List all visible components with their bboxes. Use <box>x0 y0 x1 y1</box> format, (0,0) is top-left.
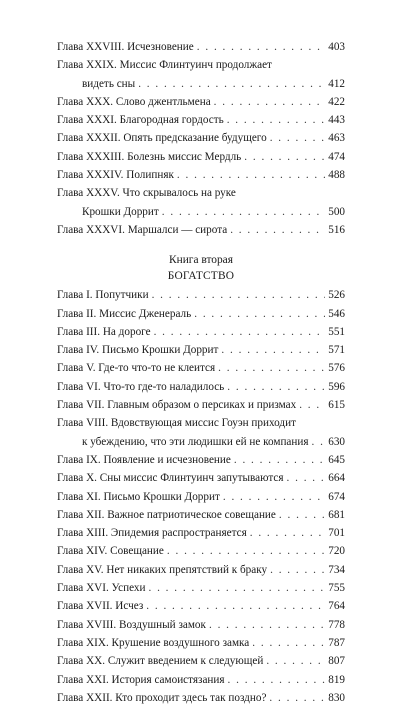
toc-entry <box>57 597 345 615</box>
toc-entry-line <box>57 396 345 414</box>
dot-leader <box>197 38 325 56</box>
page-number: 755 <box>328 582 345 595</box>
toc-entry <box>57 184 345 221</box>
page-number: 674 <box>328 490 345 503</box>
chapter-title: Глава XVII. Исчез <box>57 600 144 613</box>
page-number: 701 <box>328 527 345 540</box>
dot-leader <box>228 671 326 689</box>
chapter-title: Глава I. Попутчики <box>57 289 149 302</box>
page-number: 474 <box>328 150 345 163</box>
chapter-title: Глава III. На дороге <box>57 325 151 338</box>
page-number: 681 <box>328 508 345 521</box>
toc-entry-line <box>57 93 345 111</box>
dot-leader <box>227 111 326 129</box>
toc-entry-line <box>57 221 345 239</box>
dot-leader <box>299 396 325 414</box>
toc-entry-line <box>57 597 345 615</box>
chapter-title: Глава V. Где-то что-то не клеится <box>57 362 216 375</box>
page-number: 463 <box>328 132 345 145</box>
toc-entry <box>57 56 345 93</box>
dot-leader <box>252 634 325 652</box>
page-number: 516 <box>328 223 345 236</box>
dot-leader <box>269 689 325 707</box>
toc-entry-line <box>57 506 345 524</box>
chapter-title: Глава IX. Появление и исчезновение <box>57 453 231 466</box>
toc-entry-line <box>57 414 345 432</box>
dot-leader <box>162 203 325 221</box>
toc-entry <box>57 148 345 166</box>
toc-entry-line <box>57 634 345 652</box>
toc-entry-line <box>57 579 345 597</box>
page-number: 571 <box>328 344 345 357</box>
dot-leader <box>270 129 326 147</box>
toc-entry <box>57 506 345 524</box>
chapter-title: Глава VII. Главным образом о персиках и призмах <box>57 399 297 412</box>
dot-leader <box>230 221 325 239</box>
chapter-title: Глава XXXIII. Болезнь миссис Мердль <box>57 150 242 163</box>
page-number: 488 <box>328 169 345 182</box>
toc-entry <box>57 323 345 341</box>
chapter-title: Глава XVI. Успехи <box>57 582 146 595</box>
toc-entry-continuation-line <box>57 203 345 221</box>
toc-entry-continuation-line <box>57 75 345 93</box>
toc-entry <box>57 396 345 414</box>
chapter-title: Крошки Доррит <box>82 205 159 218</box>
chapter-title: Глава XIX. Крушение воздушного замка <box>57 636 250 649</box>
toc-entry-line <box>57 129 345 147</box>
dot-leader <box>152 286 326 304</box>
dot-leader <box>148 579 325 597</box>
toc-entry-line <box>57 341 345 359</box>
page-number: 720 <box>328 545 345 558</box>
chapter-title: Глава XI. Письмо Крошки Доррит <box>57 490 220 503</box>
toc-entry-line <box>57 488 345 506</box>
page-number: 546 <box>328 307 345 320</box>
chapter-title: Глава XXXII. Опять предсказание будущего <box>57 132 267 145</box>
toc-entry-line <box>57 451 345 469</box>
page-number: 576 <box>328 362 345 375</box>
toc-entry-line <box>57 561 345 579</box>
toc-entry-line <box>57 616 345 634</box>
toc-entry-line <box>57 286 345 304</box>
toc-entry <box>57 634 345 652</box>
dot-leader <box>250 524 326 542</box>
table-of-contents <box>57 38 345 707</box>
toc-entry <box>57 341 345 359</box>
chapter-title: Глава XXXV. Что скрывалось на руке <box>57 187 236 200</box>
toc-entry <box>57 542 345 560</box>
book-label: Книга вторая <box>169 254 233 267</box>
page-number: 630 <box>328 435 345 448</box>
dot-leader <box>221 341 325 359</box>
chapter-title: Глава XV. Нет никаких препятствий к браку <box>57 563 268 576</box>
toc-entry-continuation-line <box>57 433 345 451</box>
toc-entry <box>57 561 345 579</box>
toc-entry-line <box>57 469 345 487</box>
toc-entry <box>57 451 345 469</box>
toc-entry <box>57 414 345 451</box>
chapter-title: видеть сны <box>82 77 136 90</box>
toc-entry <box>57 616 345 634</box>
toc-entry <box>57 524 345 542</box>
dot-leader <box>146 597 325 615</box>
chapter-title: Глава XXVIII. Исчезновение <box>57 41 194 53</box>
chapter-title: Глава II. Миссис Дженераль <box>57 307 192 320</box>
toc-entry <box>57 93 345 111</box>
dot-leader <box>167 542 325 560</box>
toc-entry <box>57 38 345 56</box>
toc-entry-line <box>57 166 345 184</box>
toc-entry-line <box>57 56 345 74</box>
chapter-title: Глава XXXI. Благородная гордость <box>57 114 224 127</box>
page-number: 412 <box>328 77 345 90</box>
chapter-title: Глава XXI. История самоистязания <box>57 673 225 686</box>
toc-entry-line <box>57 524 345 542</box>
toc-entry <box>57 488 345 506</box>
toc-entry-line <box>57 111 345 129</box>
page-number: 819 <box>328 673 345 686</box>
page-number: 596 <box>328 380 345 393</box>
book-heading <box>57 252 345 284</box>
dot-leader <box>227 378 325 396</box>
page-number: 443 <box>328 114 345 127</box>
toc-entry-line <box>57 148 345 166</box>
page-number: 778 <box>328 618 345 631</box>
dot-leader <box>218 359 325 377</box>
toc-entry-line <box>57 689 345 707</box>
chapter-title: Глава XXII. Кто проходит здесь так поздно? <box>57 691 267 704</box>
book-title: БОГАТСТВО <box>167 270 235 283</box>
page-number: 403 <box>328 41 345 53</box>
dot-leader <box>234 451 325 469</box>
page-number: 645 <box>328 453 345 466</box>
dot-leader <box>223 488 325 506</box>
page-number: 807 <box>328 655 345 668</box>
toc-section-book-one <box>57 38 345 239</box>
page-number: 500 <box>328 205 345 218</box>
chapter-title: Глава VIII. Вдовствующая миссис Гоуэн приходит <box>57 417 296 430</box>
toc-entry <box>57 689 345 707</box>
toc-section-book-two <box>57 286 345 707</box>
toc-entry <box>57 359 345 377</box>
page-number: 664 <box>328 472 345 485</box>
chapter-title: к убеждению, что эти людишки ей не компания <box>82 435 309 448</box>
chapter-title: Глава XX. Служит введением к следующей <box>57 655 264 668</box>
toc-entry <box>57 129 345 147</box>
toc-entry-line <box>57 184 345 202</box>
page-number: 734 <box>328 563 345 576</box>
chapter-title: Глава XXIX. Миссис Флинтуинч продолжает <box>57 59 272 72</box>
dot-leader <box>244 148 325 166</box>
page-number: 422 <box>328 95 345 108</box>
dot-leader <box>270 561 325 579</box>
toc-entry-line <box>57 323 345 341</box>
chapter-title: Глава X. Сны миссис Флинтуинч запутываются <box>57 472 284 485</box>
toc-entry-line <box>57 305 345 323</box>
toc-entry <box>57 221 345 239</box>
toc-entry <box>57 378 345 396</box>
chapter-title: Глава XIII. Эпидемия распространяется <box>57 527 247 540</box>
page-number: 830 <box>328 691 345 704</box>
chapter-title: Глава XVIII. Воздушный замок <box>57 618 206 631</box>
chapter-title: Глава VI. Что-то где-то наладилось <box>57 380 225 393</box>
dot-leader <box>279 506 325 524</box>
toc-entry <box>57 111 345 129</box>
toc-entry-line <box>57 671 345 689</box>
dot-leader <box>154 323 326 341</box>
chapter-title: Глава XXX. Слово джентльмена <box>57 95 211 108</box>
dot-leader <box>209 616 325 634</box>
chapter-title: Глава XXXIV. Полипняк <box>57 169 174 182</box>
dot-leader <box>312 433 326 451</box>
toc-entry <box>57 579 345 597</box>
toc-entry-line <box>57 542 345 560</box>
toc-entry-line <box>57 652 345 670</box>
page-number: 551 <box>328 325 345 338</box>
dot-leader <box>214 93 326 111</box>
chapter-title: Глава XII. Важное патриотическое совещание <box>57 508 276 521</box>
toc-entry-line <box>57 359 345 377</box>
toc-entry <box>57 286 345 304</box>
toc-entry <box>57 305 345 323</box>
toc-entry <box>57 671 345 689</box>
toc-entry-line <box>57 378 345 396</box>
toc-entry <box>57 166 345 184</box>
dot-leader <box>287 469 326 487</box>
toc-entry-line <box>57 38 345 56</box>
dot-leader <box>177 166 325 184</box>
page-number: 615 <box>328 399 345 412</box>
page-number: 526 <box>328 289 345 302</box>
dot-leader <box>266 652 325 670</box>
chapter-title: Глава XXXVI. Маршалси — сирота <box>57 223 228 236</box>
chapter-title: Глава IV. Письмо Крошки Доррит <box>57 344 219 357</box>
dot-leader <box>138 75 325 93</box>
dot-leader <box>194 305 325 323</box>
toc-entry <box>57 469 345 487</box>
page-number: 764 <box>328 600 345 613</box>
page-number: 787 <box>328 636 345 649</box>
toc-entry <box>57 652 345 670</box>
chapter-title: Глава XIV. Совещание <box>57 545 164 558</box>
